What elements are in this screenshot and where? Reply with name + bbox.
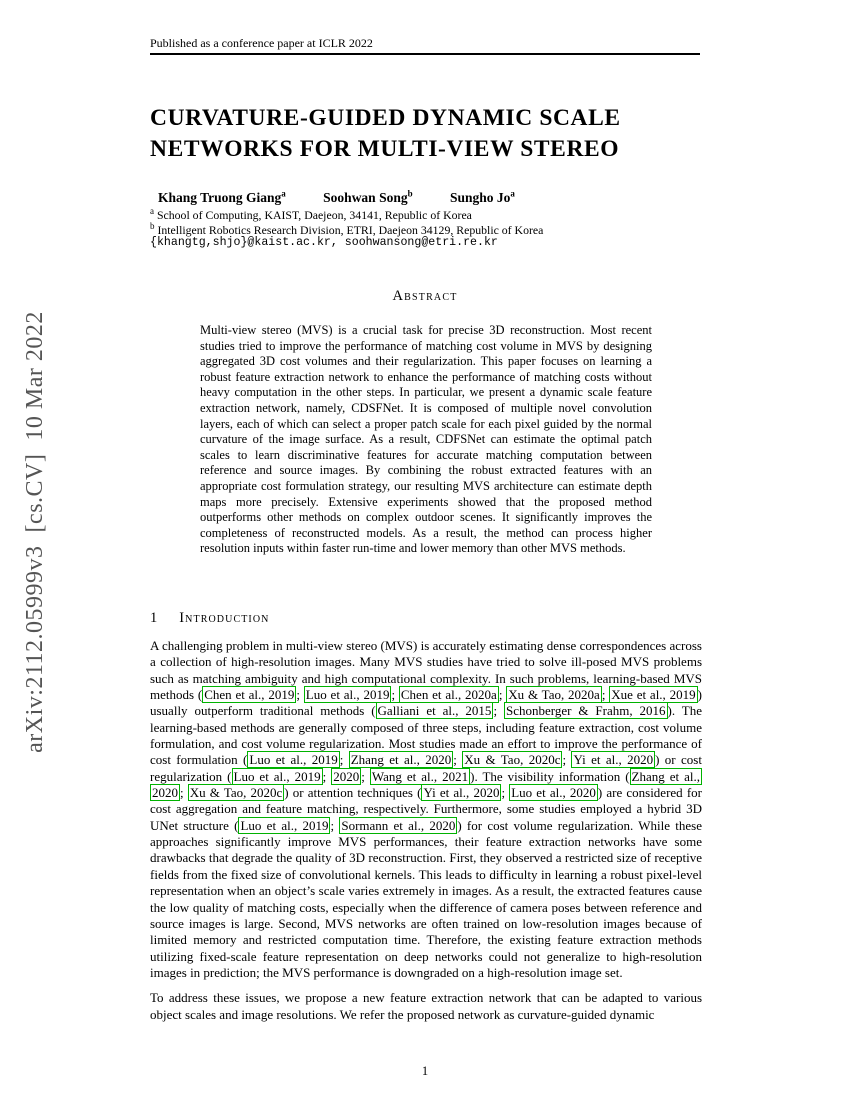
author-2-name: Soohwan Song [323, 189, 408, 205]
paragraph-text: ; [330, 817, 340, 833]
citation-link[interactable]: Galliani et al., 2015 [377, 703, 492, 719]
page-number: 1 [421, 1064, 429, 1078]
author-emails: {khangtg,shjo}@kaist.ac.kr, soohwansong@etri.re.kr [150, 236, 498, 249]
citation-link[interactable]: Xue et al., 2019 [611, 687, 696, 703]
affiliation-b-text: Intelligent Robotics Research Division, ETRI, Daejeon 34129, Republic of Korea [157, 222, 544, 237]
paragraph-text: ) or attention techniques ( [284, 785, 422, 801]
citation-link[interactable]: Zhang et al., 2020 [350, 752, 452, 768]
paragraph-text: ; [391, 687, 399, 703]
author-1-affil-mark: a [281, 188, 286, 198]
paragraph-text: ). The visibility information ( [470, 768, 630, 784]
author-list [158, 188, 700, 206]
conference-header: Published as a conference paper at ICLR 2022 [150, 36, 373, 50]
citation-link[interactable]: Luo et al., 2019 [233, 768, 321, 784]
paragraph-text: ) for cost volume regularization. While these approaches significantly improve MVS performances, their feature extraction networks have some drawbacks that degrade the quality of 3D reconstruction. First, they observed a restricted size of receptive fields from the fixed size of convolutional kernels. This leads to difficulty in learning a robust pixel-level representation when an object’s scale varies extremely in images. As a result, the extracted features cause the low quality of matching costs, especially when the difference of camera poses between reference and source images is large. Second, MVS networks are often trained on low-resolution images because of limited memory and restricted computation time. Therefore, the existing feature extraction methods utilizing fixed-scale feature representation on deep networks could not generalize to high-resolution images in prediction; the MVS performance is downgraded on a high-resolution image set. [150, 817, 702, 980]
title-line-1: CURVATURE-GUIDED DYNAMIC SCALE [150, 105, 621, 131]
paragraph-text: ; [296, 687, 304, 703]
paper-title [150, 103, 710, 165]
paragraph-text: ; [339, 752, 349, 768]
citation-link[interactable]: Xu & Tao, 2020c [464, 752, 561, 768]
paragraph-text: ; [180, 785, 188, 801]
author-2 [323, 190, 412, 205]
author-1 [158, 190, 286, 205]
section-1-heading [150, 610, 700, 627]
citation-link[interactable]: Zhang et al., 2020 [152, 768, 700, 801]
paragraph-text: ) are considered for cost aggregation and feature matching, respectively. Furthermore, some studies employed a hybrid 3D UNet structure ( [150, 785, 702, 833]
citation-link[interactable]: Yi et al., 2020 [423, 785, 500, 801]
citation-link[interactable]: Chen et al., 2019 [204, 687, 295, 703]
paragraph-text: ; [498, 687, 507, 703]
citation-link[interactable]: Xu & Tao, 2020c [189, 785, 283, 801]
citation-link[interactable]: Luo et al., 2019 [240, 817, 329, 833]
paragraph-text: ; [322, 768, 332, 784]
intro-paragraph-1 [150, 638, 702, 981]
paragraph-text: A challenging problem in multi-view stereo (MVS) is accurately estimating dense correspondences across a collection of high-resolution images. Many MVS studies have tried to solve ill-posed MVS problems such as matching ambiguity and high computational complexity. In such problems, learning-based MVS methods ( [150, 638, 702, 703]
paragraph-text: ; [361, 768, 370, 784]
citation-link[interactable]: Sormann et al., 2020 [341, 817, 456, 833]
section-1-title: Introduction [179, 610, 270, 626]
citation-link[interactable]: 2020 [333, 768, 360, 784]
abstract-heading: Abstract [392, 288, 458, 304]
author-3-affil-mark: a [510, 188, 515, 198]
arxiv-watermark: arXiv:2112.05999v3 [cs.CV] 10 Mar 2022 [22, 311, 48, 753]
citation-link[interactable]: Luo et al., 2019 [305, 687, 390, 703]
paragraph-text: ) or cost regularization ( [150, 752, 702, 784]
author-1-name: Khang Truong Giang [158, 189, 282, 205]
citation-link[interactable]: Luo et al., 2019 [249, 752, 338, 768]
affiliation-b-mark: b [150, 221, 155, 231]
citation-link[interactable]: Luo et al., 2020 [511, 785, 596, 801]
paragraph-text: ; [453, 752, 463, 768]
citation-link[interactable]: Xu & Tao, 2020a [508, 687, 600, 703]
paragraph-text: ; [562, 752, 572, 768]
author-3 [450, 190, 515, 205]
intro-paragraph-2: To address these issues, we propose a new feature extraction network that can be adapted to various object scales and image resolutions. We refer the proposed network as curvature-guided dynamic [150, 990, 702, 1022]
introduction-body [150, 638, 702, 1032]
paragraph-text: ) usually outperform traditional methods ( [150, 687, 702, 719]
paragraph-text: ; [493, 703, 504, 719]
abstract-text: Multi-view stereo (MVS) is a crucial task for precise 3D reconstruction. Most recent studies tried to improve the performance of matching cost volume in MVS by designing aggregated 3D cost volumes and their regularization. This paper focuses on learning a robust feature extraction network to enhance the performance of matching costs without heavy computation in the other steps. In particular, we present a dynamic scale feature extraction network, namely, CDSFNet. It is composed of multiple novel convolution layers, each of which can select a proper patch scale for each pixel guided by the normal curvature of the image surface. As a result, CDFSNet can estimate the optimal patch scales to learn discriminative features for accurate matching computation between reference and source images. By combining the robust extracted features with an appropriate cost formulation strategy, our resulting MVS architecture can estimate depth maps more precisely. Extensive experiments showed that the proposed method outperforms other methods on complex outdoor scenes. It significantly improves the completeness of reconstructed models. As a result, the method can process higher resolution inputs within faster run-time and lower memory than other MVS methods. [200, 323, 652, 556]
citation-link[interactable]: Chen et al., 2020a [400, 687, 497, 703]
author-2-affil-mark: b [407, 188, 413, 198]
title-line-2: NETWORKS FOR MULTI-VIEW STEREO [150, 136, 620, 162]
affiliation-a-text: School of Computing, KAIST, Daejeon, 34141, Republic of Korea [156, 207, 472, 222]
citation-link[interactable]: Wang et al., 2021 [371, 768, 469, 784]
paragraph-text: ). The learning-based methods are generally composed of three steps, including feature extraction, cost volume formulation, and cost volume regularization. Most studies made an effort to improve the performance of cost formulation ( [150, 703, 702, 768]
paragraph-text: ; [501, 785, 510, 801]
paragraph-text: ; [601, 687, 610, 703]
section-1-number: 1 [150, 610, 158, 626]
affiliation-a-mark: a [150, 206, 154, 216]
citation-link[interactable]: Yi et al., 2020 [573, 752, 654, 768]
author-3-name: Sungho Jo [449, 189, 511, 205]
citation-link[interactable]: Schonberger & Frahm, 2016 [505, 703, 666, 719]
header-rule [150, 53, 700, 55]
